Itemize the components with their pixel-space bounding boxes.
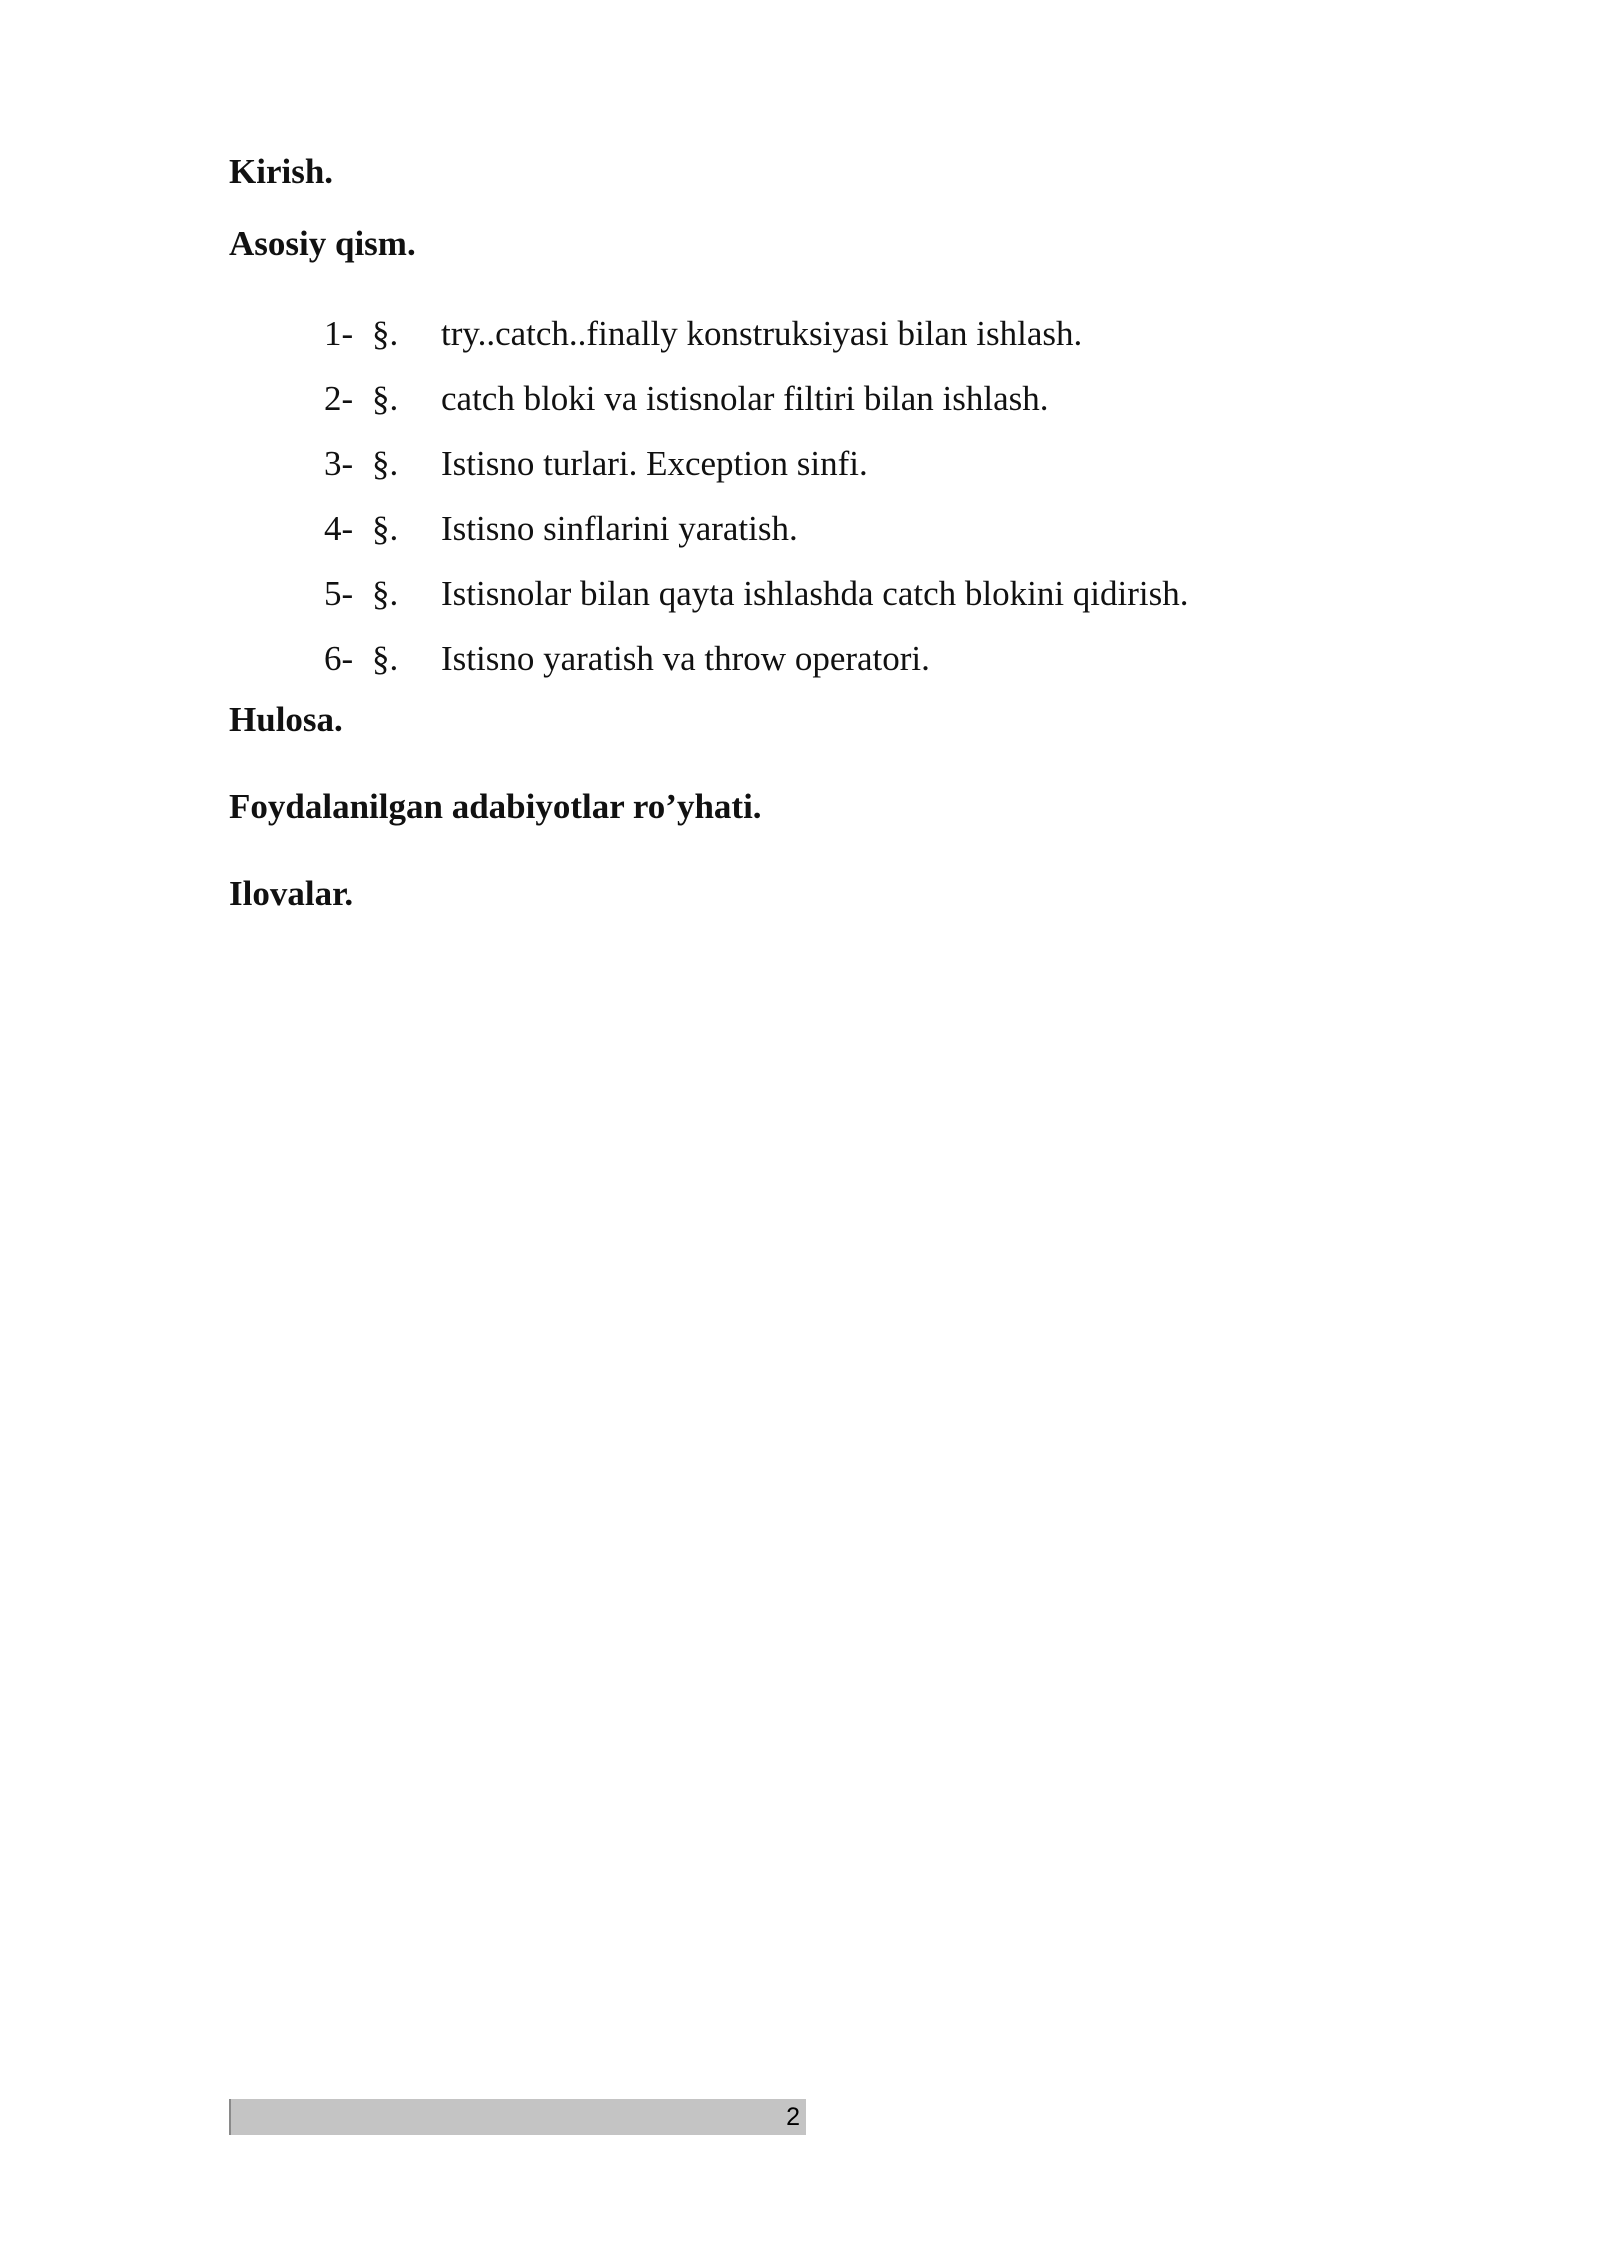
toc-item-title: Istisnolar bilan qayta ishlashda catch blokini qidirish. (441, 574, 1189, 613)
page-footer (229, 2099, 806, 2135)
toc-item-number: 5- (324, 574, 354, 613)
heading-appendices: Ilovalar. (229, 874, 354, 913)
toc-item (324, 436, 1189, 501)
toc-item (324, 501, 1189, 566)
toc-item-section-sign: §. (372, 639, 399, 678)
heading-conclusion: Hulosa. (229, 700, 343, 739)
toc-item-number: 1- (324, 314, 354, 353)
toc-item-title: try..catch..finally konstruksiyasi bilan ishlash. (441, 314, 1083, 353)
toc-item-number: 2- (324, 379, 354, 418)
toc-item-title: catch bloki va istisnolar filtiri bilan ishlash. (441, 379, 1049, 418)
toc-item-title: Istisno turlari. Exception sinfi. (441, 444, 868, 483)
toc-item-section-sign: §. (372, 314, 399, 353)
toc-item-section-sign: §. (372, 509, 399, 548)
table-of-contents (324, 306, 1189, 696)
toc-item-title: Istisno yaratish va throw operatori. (441, 639, 930, 678)
heading-references: Foydalanilgan adabiyotlar ro’yhati. (229, 787, 762, 826)
toc-item (324, 371, 1189, 436)
toc-item-number: 4- (324, 509, 354, 548)
heading-intro: Kirish. (229, 152, 334, 191)
heading-main-part: Asosiy qism. (229, 224, 416, 263)
toc-item-section-sign: §. (372, 444, 399, 483)
toc-item (324, 306, 1189, 371)
toc-item (324, 631, 1189, 696)
toc-item-section-sign: §. (372, 379, 399, 418)
toc-item-section-sign: §. (372, 574, 399, 613)
toc-item-number: 3- (324, 444, 354, 483)
toc-item-number: 6- (324, 639, 354, 678)
toc-item (324, 566, 1189, 631)
toc-item-title: Istisno sinflarini yaratish. (441, 509, 798, 548)
page-number: 2 (786, 2103, 800, 2131)
